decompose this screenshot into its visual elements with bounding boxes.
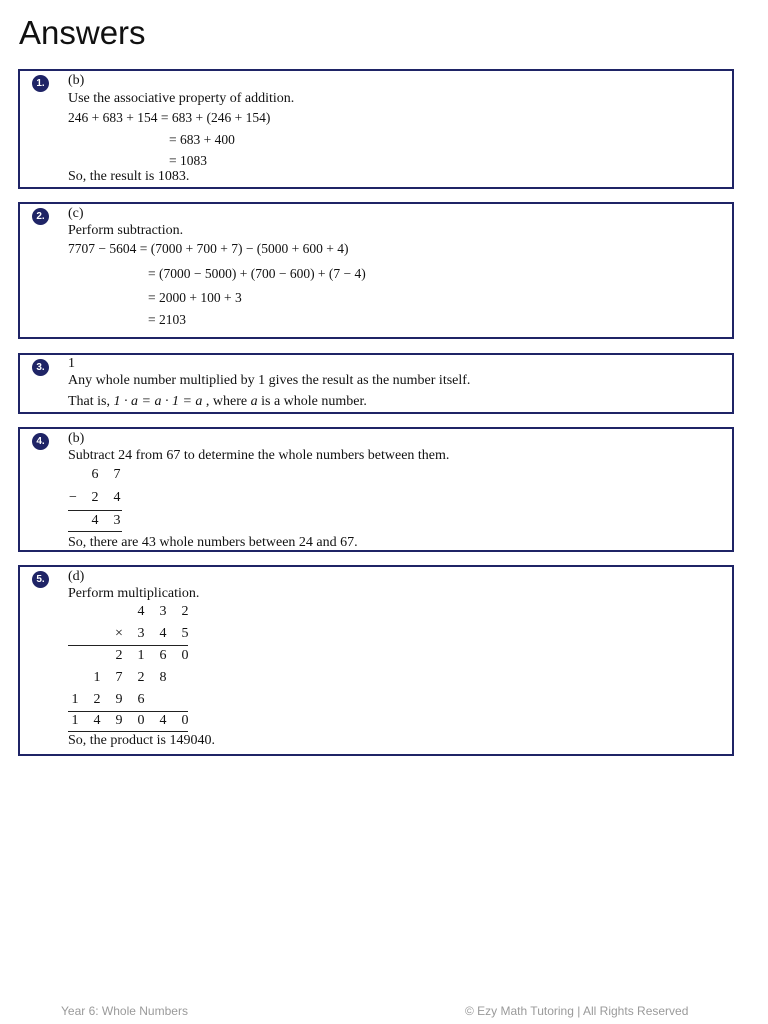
digit: 2: [91, 490, 99, 505]
subtraction-rule: [68, 531, 122, 532]
digit: 4: [113, 490, 121, 505]
multiplication-rule: [68, 711, 188, 712]
multiplication-rule: [68, 731, 188, 732]
footer-right: © Ezy Math Tutoring | All Rights Reserved: [465, 1004, 689, 1018]
answer-box-4: [18, 427, 734, 552]
equation-line: = 1083: [169, 153, 207, 168]
that-is-text: That is,: [68, 394, 110, 409]
answer-choice: (d): [68, 569, 85, 584]
digit: 2: [115, 648, 123, 663]
identity-formula: 1 · a = a · 1 = a: [113, 394, 203, 409]
equation-line: = 683 + 400: [169, 132, 235, 147]
digit: 0: [181, 713, 189, 728]
equation-line: = 2000 + 100 + 3: [148, 290, 242, 305]
digit: 6: [159, 648, 167, 663]
footer-left: Year 6: Whole Numbers: [61, 1004, 188, 1018]
solution-intro: Perform subtraction.: [68, 223, 184, 238]
identity-statement: [68, 394, 367, 410]
digit: 3: [113, 513, 121, 528]
question-number-badge: 4.: [32, 433, 49, 450]
digit: 1: [137, 648, 145, 663]
answer-choice: 1: [68, 356, 75, 371]
answer-box-3: [18, 353, 734, 414]
digit: 4: [91, 513, 99, 528]
digit: 6: [137, 692, 145, 707]
answer-choice: (b): [68, 431, 85, 446]
digit: 0: [181, 648, 189, 663]
multiplication-rule: [68, 645, 188, 646]
question-number-badge: 2.: [32, 208, 49, 225]
solution-intro: Any whole number multiplied by 1 gives the result as the number itself.: [68, 373, 471, 388]
digit: 4: [137, 604, 145, 619]
equation-line: 7707 − 5604 = (7000 + 700 + 7) − (5000 + 600 + 4): [68, 241, 349, 256]
digit: 2: [93, 692, 101, 707]
digit: 7: [113, 467, 121, 482]
answer-choice: (c): [68, 206, 84, 221]
solution-conclusion: So, the result is 1083.: [68, 169, 190, 184]
where-text: , where: [205, 394, 248, 409]
digit: 3: [159, 604, 167, 619]
equation-line: 246 + 683 + 154 = 683 + (246 + 154): [68, 110, 271, 125]
digit: 8: [159, 670, 167, 685]
digit: 4: [159, 713, 167, 728]
minus-sign: −: [69, 490, 77, 505]
tail-text: is a whole number.: [261, 394, 367, 409]
question-number-badge: 3.: [32, 359, 49, 376]
digit: 9: [115, 713, 123, 728]
page-title: Answers: [19, 14, 146, 51]
times-sign: ×: [115, 626, 123, 641]
digit: 5: [181, 626, 189, 641]
question-number-badge: 5.: [32, 571, 49, 588]
answer-choice: (b): [68, 73, 85, 88]
equation-line: = (7000 − 5000) + (700 − 600) + (7 − 4): [148, 266, 366, 281]
solution-conclusion: So, there are 43 whole numbers between 24 and 67.: [68, 535, 358, 550]
solution-intro: Perform multiplication.: [68, 586, 200, 601]
digit: 1: [71, 692, 79, 707]
digit: 9: [115, 692, 123, 707]
digit: 2: [181, 604, 189, 619]
solution-intro: Subtract 24 from 67 to determine the whole numbers between them.: [68, 448, 450, 463]
answer-box-1: [18, 69, 734, 189]
digit: 0: [137, 713, 145, 728]
digit: 2: [137, 670, 145, 685]
question-number-badge: 1.: [32, 75, 49, 92]
digit: 6: [91, 467, 99, 482]
solution-intro: Use the associative property of addition.: [68, 91, 295, 106]
equation-line: = 2103: [148, 312, 186, 327]
digit: 1: [71, 713, 79, 728]
answer-box-2: [18, 202, 734, 339]
digit: 4: [93, 713, 101, 728]
digit: 4: [159, 626, 167, 641]
digit: 7: [115, 670, 123, 685]
variable-symbol: a: [250, 394, 258, 409]
digit: 1: [93, 670, 101, 685]
subtraction-rule: [68, 510, 122, 511]
solution-conclusion: So, the product is 149040.: [68, 733, 215, 748]
answer-box-5: [18, 565, 734, 756]
digit: 3: [137, 626, 145, 641]
